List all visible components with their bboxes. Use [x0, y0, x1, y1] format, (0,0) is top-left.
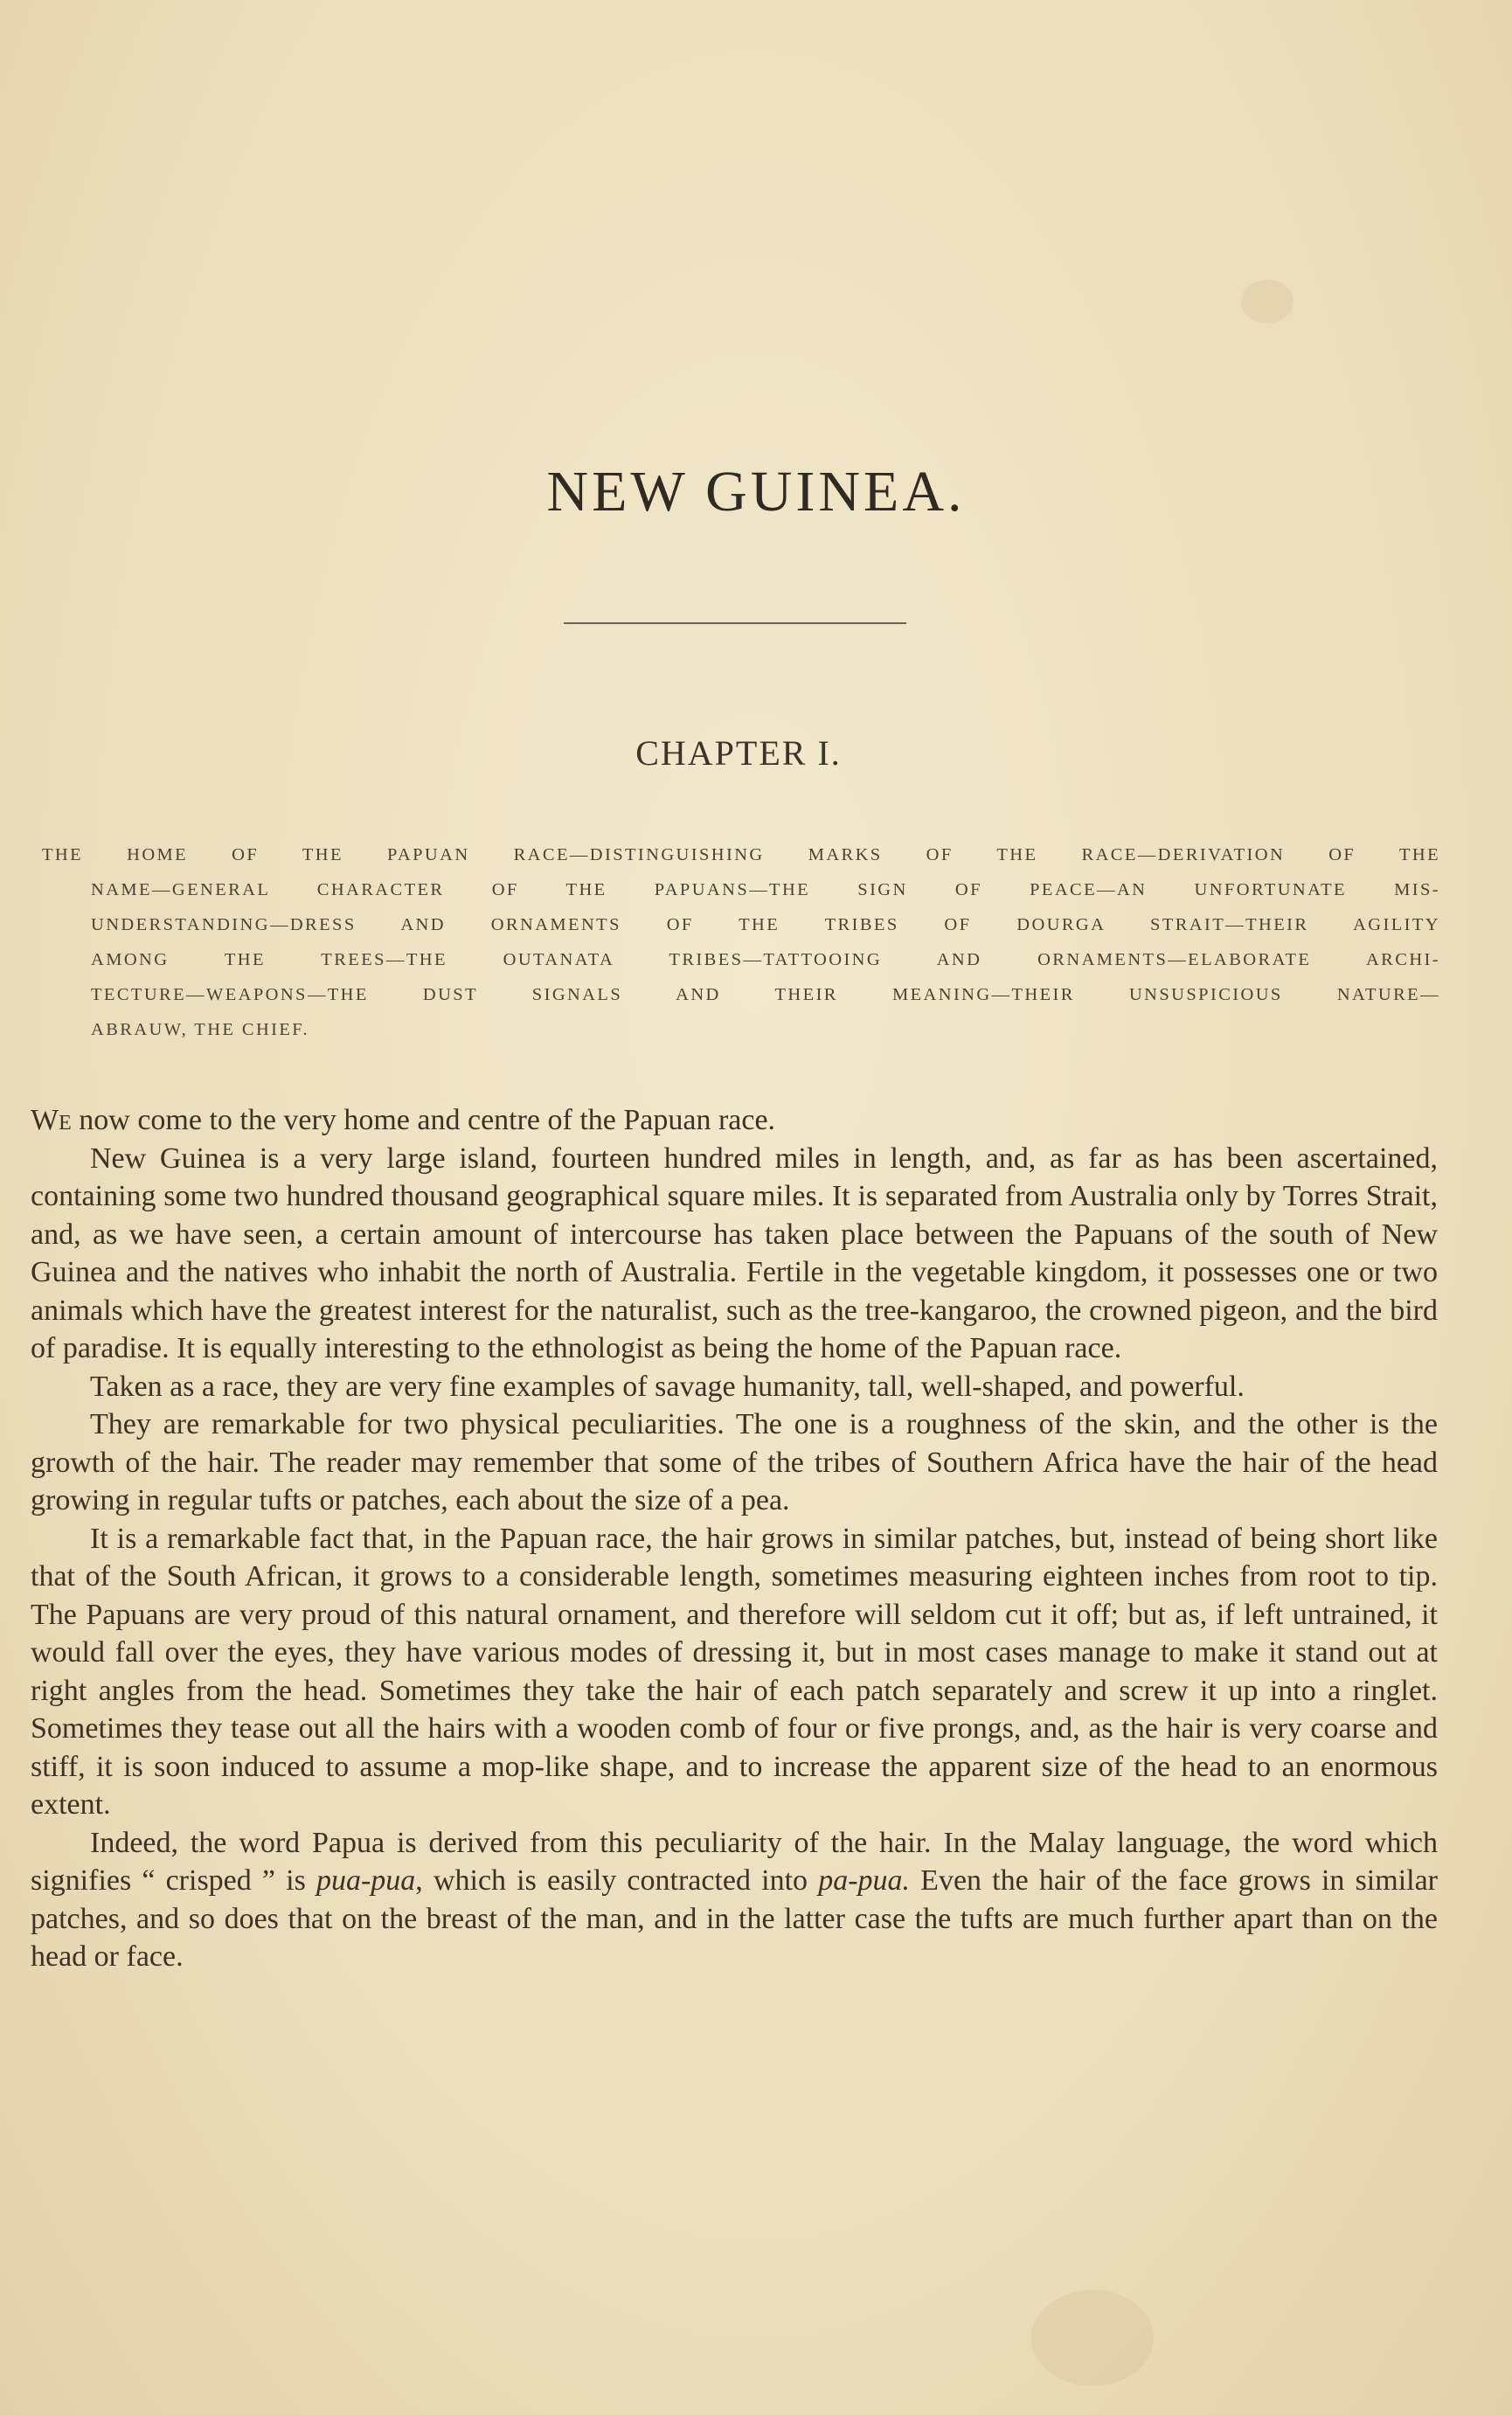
chapter-body — [31, 1101, 1438, 1976]
body-paragraph: Taken as a race, they are very fine examples of savage humanity, tall, well-shaped, and powerful. — [90, 1370, 1245, 1403]
opening-words: We — [31, 1104, 72, 1136]
body-paragraph: They are remarkable for two physical peculiarities. The one is a roughness of the skin, and the other is the growth of the hair. The reader may remember that some of the tribes of Southern Africa have the hair of the head growing in regular tufts or patches, each about the size of a pea. — [31, 1408, 1438, 1516]
summary-line: ABRAUW, THE CHIEF. — [91, 1020, 309, 1039]
paragraph-text: , which is easily contracted into — [415, 1864, 819, 1897]
summary-line: THE HOME OF THE PAPUAN RACE—DISTINGUISHING MARKS OF THE RACE—DERIVATION OF THE — [42, 845, 1440, 864]
body-paragraph: It is a remarkable fact that, in the Papuan race, the hair grows in similar patches, but, instead of being short like that of the South African, it grows to a considerable length, sometimes measuring eighteen inches from root to tip. The Papuans are very proud of this natural ornament, and therefore will seldom cut it off; but as, if left untrained, it would fall over the eyes, they have various modes of dressing it, but in most cases manage to make it stand out at right angles from the head. Sometimes they take the hair of each patch separately and screw it up into a ringlet. Sometimes they tease out all the hairs with a wooden comb of four or five prongs, and, as the hair is very coarse and stiff, it is soon induced to assume a mop-like shape, and to increase the apparent size of the head to an enormous extent. — [31, 1522, 1438, 1821]
body-paragraph — [31, 1824, 1438, 1976]
chapter-heading: CHAPTER I. — [635, 733, 842, 773]
title-divider — [564, 622, 906, 624]
summary-line: NAME—GENERAL CHARACTER OF THE PAPUANS—THE SIGN OF PEACE—AN UNFORTUNATE MIS- — [91, 880, 1440, 899]
summary-line: TECTURE—WEAPONS—THE DUST SIGNALS AND THEIR MEANING—THEIR UNSUSPICIOUS NATURE— — [91, 985, 1440, 1004]
body-paragraph — [31, 1101, 1438, 1140]
paragraph-text: now come to the very home and centre of the Papuan race. — [71, 1104, 776, 1136]
paragraph-text: Indeed, the word Papua is derived from this peculiarity of the hair. In the Malay language, the word which signifies “ crisped ” is — [31, 1826, 1438, 1897]
summary-line: AMONG THE TREES—THE OUTANATA TRIBES—TATTOOING AND ORNAMENTS—ELABORATE ARCHI- — [91, 950, 1440, 969]
body-paragraph: New Guinea is a very large island, fourteen hundred miles in length, and, as far as has been ascertained, containing some two hundred thousand geographical square miles. It is separated from Australia only by Torres Strait, and, as we have seen, a certain amount of intercourse has taken place between the Papuans of the south of New Guinea and the natives who inhabit the north of Australia. Fertile in the vegetable kingdom, it possesses one or two animals which have the greatest interest for the naturalist, such as the tree-kangaroo, the crowned pigeon, and the bird of paradise. It is equally interesting to the ethnologist as being the home of the Papuan race. — [31, 1142, 1438, 1364]
page-title: NEW GUINEA. — [546, 460, 966, 524]
italic-term: pa-pua. — [818, 1864, 911, 1897]
italic-term: pua-pua — [316, 1864, 416, 1897]
paper-stain — [1031, 2290, 1154, 2386]
chapter-summary — [42, 837, 1440, 1047]
paper-stain — [1241, 280, 1294, 323]
paragraph-text: Even the hair of the face grows in similar patches, and so does that on the breast of the man, and in the latter case the tufts are much further apart than on the head or face. — [31, 1864, 1438, 1973]
summary-line: UNDERSTANDING—DRESS AND ORNAMENTS OF THE TRIBES OF DOURGA STRAIT—THEIR AGILITY — [91, 915, 1440, 934]
